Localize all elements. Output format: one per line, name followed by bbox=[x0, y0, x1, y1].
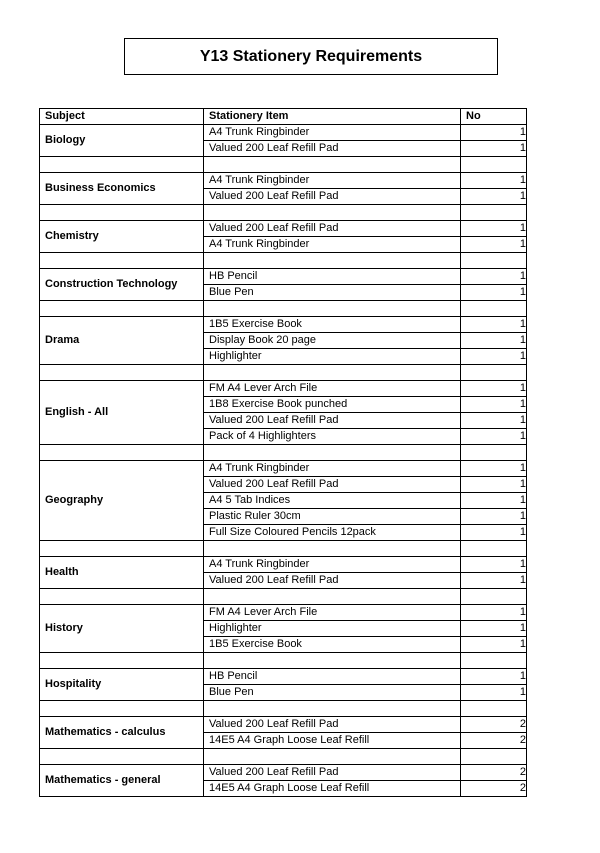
spacer-cell bbox=[461, 701, 527, 717]
spacer-row bbox=[40, 205, 527, 221]
quantity-cell: 1 bbox=[461, 525, 527, 541]
spacer-row bbox=[40, 589, 527, 605]
quantity-cell: 1 bbox=[461, 397, 527, 413]
spacer-cell bbox=[204, 589, 461, 605]
item-cell: 1B5 Exercise Book bbox=[204, 317, 461, 333]
table-header-row bbox=[40, 109, 527, 125]
spacer-cell bbox=[204, 653, 461, 669]
item-cell: HB Pencil bbox=[204, 669, 461, 685]
subject-cell: Hospitality bbox=[40, 669, 204, 701]
quantity-cell: 1 bbox=[461, 557, 527, 573]
spacer-cell bbox=[461, 445, 527, 461]
spacer-row bbox=[40, 541, 527, 557]
quantity-cell: 1 bbox=[461, 317, 527, 333]
quantity-cell: 1 bbox=[461, 461, 527, 477]
item-cell: A4 Trunk Ringbinder bbox=[204, 557, 461, 573]
spacer-cell bbox=[40, 445, 204, 461]
item-cell: A4 Trunk Ringbinder bbox=[204, 461, 461, 477]
quantity-cell: 1 bbox=[461, 285, 527, 301]
item-cell: Valued 200 Leaf Refill Pad bbox=[204, 189, 461, 205]
spacer-cell bbox=[461, 205, 527, 221]
subject-cell: Drama bbox=[40, 317, 204, 365]
quantity-cell: 1 bbox=[461, 429, 527, 445]
table-row bbox=[40, 557, 527, 573]
spacer-row bbox=[40, 301, 527, 317]
item-cell: 1B8 Exercise Book punched bbox=[204, 397, 461, 413]
page-title: Y13 Stationery Requirements bbox=[199, 47, 423, 65]
spacer-cell bbox=[204, 701, 461, 717]
item-cell: Blue Pen bbox=[204, 285, 461, 301]
item-cell: Plastic Ruler 30cm bbox=[204, 509, 461, 525]
spacer-cell bbox=[40, 157, 204, 173]
quantity-cell: 1 bbox=[461, 333, 527, 349]
table-row bbox=[40, 221, 527, 237]
quantity-cell: 1 bbox=[461, 637, 527, 653]
spacer-cell bbox=[461, 541, 527, 557]
spacer-row bbox=[40, 701, 527, 717]
subject-cell: Business Economics bbox=[40, 173, 204, 205]
spacer-row bbox=[40, 157, 527, 173]
subject-cell: Mathematics - calculus bbox=[40, 717, 204, 749]
item-cell: FM A4 Lever Arch File bbox=[204, 605, 461, 621]
spacer-cell bbox=[461, 253, 527, 269]
spacer-cell bbox=[461, 653, 527, 669]
quantity-cell: 1 bbox=[461, 349, 527, 365]
item-cell: Full Size Coloured Pencils 12pack bbox=[204, 525, 461, 541]
spacer-cell bbox=[204, 541, 461, 557]
table-row bbox=[40, 173, 527, 189]
table-row bbox=[40, 669, 527, 685]
quantity-cell: 1 bbox=[461, 189, 527, 205]
item-cell: Display Book 20 page bbox=[204, 333, 461, 349]
stationery-table bbox=[39, 108, 527, 797]
item-cell: 14E5 A4 Graph Loose Leaf Refill bbox=[204, 781, 461, 797]
table-row bbox=[40, 125, 527, 141]
item-cell: Highlighter bbox=[204, 621, 461, 637]
spacer-cell bbox=[461, 589, 527, 605]
spacer-cell bbox=[40, 589, 204, 605]
spacer-cell bbox=[204, 205, 461, 221]
header-item: Stationery Item bbox=[204, 109, 461, 125]
spacer-cell bbox=[40, 701, 204, 717]
item-cell: FM A4 Lever Arch File bbox=[204, 381, 461, 397]
spacer-cell bbox=[40, 749, 204, 765]
item-cell: Valued 200 Leaf Refill Pad bbox=[204, 141, 461, 157]
page-title-box bbox=[124, 38, 498, 75]
item-cell: A4 Trunk Ringbinder bbox=[204, 173, 461, 189]
spacer-cell bbox=[461, 301, 527, 317]
spacer-cell bbox=[204, 301, 461, 317]
subject-cell: Geography bbox=[40, 461, 204, 541]
subject-cell: Mathematics - general bbox=[40, 765, 204, 797]
item-cell: A4 5 Tab Indices bbox=[204, 493, 461, 509]
quantity-cell: 1 bbox=[461, 413, 527, 429]
subject-cell: Chemistry bbox=[40, 221, 204, 253]
quantity-cell: 1 bbox=[461, 509, 527, 525]
quantity-cell: 1 bbox=[461, 237, 527, 253]
quantity-cell: 1 bbox=[461, 685, 527, 701]
item-cell: A4 Trunk Ringbinder bbox=[204, 125, 461, 141]
spacer-cell bbox=[40, 653, 204, 669]
spacer-cell bbox=[461, 157, 527, 173]
quantity-cell: 1 bbox=[461, 573, 527, 589]
quantity-cell: 1 bbox=[461, 477, 527, 493]
quantity-cell: 2 bbox=[461, 733, 527, 749]
spacer-cell bbox=[40, 541, 204, 557]
quantity-cell: 1 bbox=[461, 493, 527, 509]
item-cell: Pack of 4 Highlighters bbox=[204, 429, 461, 445]
table-row bbox=[40, 461, 527, 477]
subject-cell: Biology bbox=[40, 125, 204, 157]
spacer-cell bbox=[461, 749, 527, 765]
table-row bbox=[40, 269, 527, 285]
quantity-cell: 1 bbox=[461, 669, 527, 685]
item-cell: Valued 200 Leaf Refill Pad bbox=[204, 717, 461, 733]
subject-cell: English - All bbox=[40, 381, 204, 445]
quantity-cell: 2 bbox=[461, 765, 527, 781]
table-row bbox=[40, 765, 527, 781]
spacer-cell bbox=[461, 365, 527, 381]
quantity-cell: 1 bbox=[461, 269, 527, 285]
header-no: No bbox=[461, 109, 527, 125]
quantity-cell: 1 bbox=[461, 381, 527, 397]
item-cell: 14E5 A4 Graph Loose Leaf Refill bbox=[204, 733, 461, 749]
quantity-cell: 1 bbox=[461, 125, 527, 141]
spacer-cell bbox=[204, 253, 461, 269]
item-cell: Valued 200 Leaf Refill Pad bbox=[204, 765, 461, 781]
quantity-cell: 2 bbox=[461, 717, 527, 733]
quantity-cell: 2 bbox=[461, 781, 527, 797]
spacer-cell bbox=[40, 205, 204, 221]
table-row bbox=[40, 381, 527, 397]
spacer-row bbox=[40, 445, 527, 461]
item-cell: Valued 200 Leaf Refill Pad bbox=[204, 221, 461, 237]
item-cell: 1B5 Exercise Book bbox=[204, 637, 461, 653]
spacer-row bbox=[40, 653, 527, 669]
quantity-cell: 1 bbox=[461, 173, 527, 189]
item-cell: Highlighter bbox=[204, 349, 461, 365]
spacer-cell bbox=[40, 301, 204, 317]
spacer-cell bbox=[40, 253, 204, 269]
table-row bbox=[40, 717, 527, 733]
spacer-cell bbox=[204, 445, 461, 461]
header-subject: Subject bbox=[40, 109, 204, 125]
spacer-row bbox=[40, 253, 527, 269]
subject-cell: Health bbox=[40, 557, 204, 589]
spacer-cell bbox=[204, 749, 461, 765]
quantity-cell: 1 bbox=[461, 141, 527, 157]
spacer-row bbox=[40, 749, 527, 765]
spacer-cell bbox=[204, 157, 461, 173]
spacer-cell bbox=[40, 365, 204, 381]
quantity-cell: 1 bbox=[461, 621, 527, 637]
item-cell: Valued 200 Leaf Refill Pad bbox=[204, 413, 461, 429]
table-row bbox=[40, 317, 527, 333]
quantity-cell: 1 bbox=[461, 605, 527, 621]
table-row bbox=[40, 605, 527, 621]
item-cell: Valued 200 Leaf Refill Pad bbox=[204, 477, 461, 493]
subject-cell: History bbox=[40, 605, 204, 653]
quantity-cell: 1 bbox=[461, 221, 527, 237]
item-cell: Blue Pen bbox=[204, 685, 461, 701]
item-cell: Valued 200 Leaf Refill Pad bbox=[204, 573, 461, 589]
subject-cell: Construction Technology bbox=[40, 269, 204, 301]
table-body bbox=[40, 125, 527, 797]
item-cell: A4 Trunk Ringbinder bbox=[204, 237, 461, 253]
spacer-cell bbox=[204, 365, 461, 381]
spacer-row bbox=[40, 365, 527, 381]
item-cell: HB Pencil bbox=[204, 269, 461, 285]
